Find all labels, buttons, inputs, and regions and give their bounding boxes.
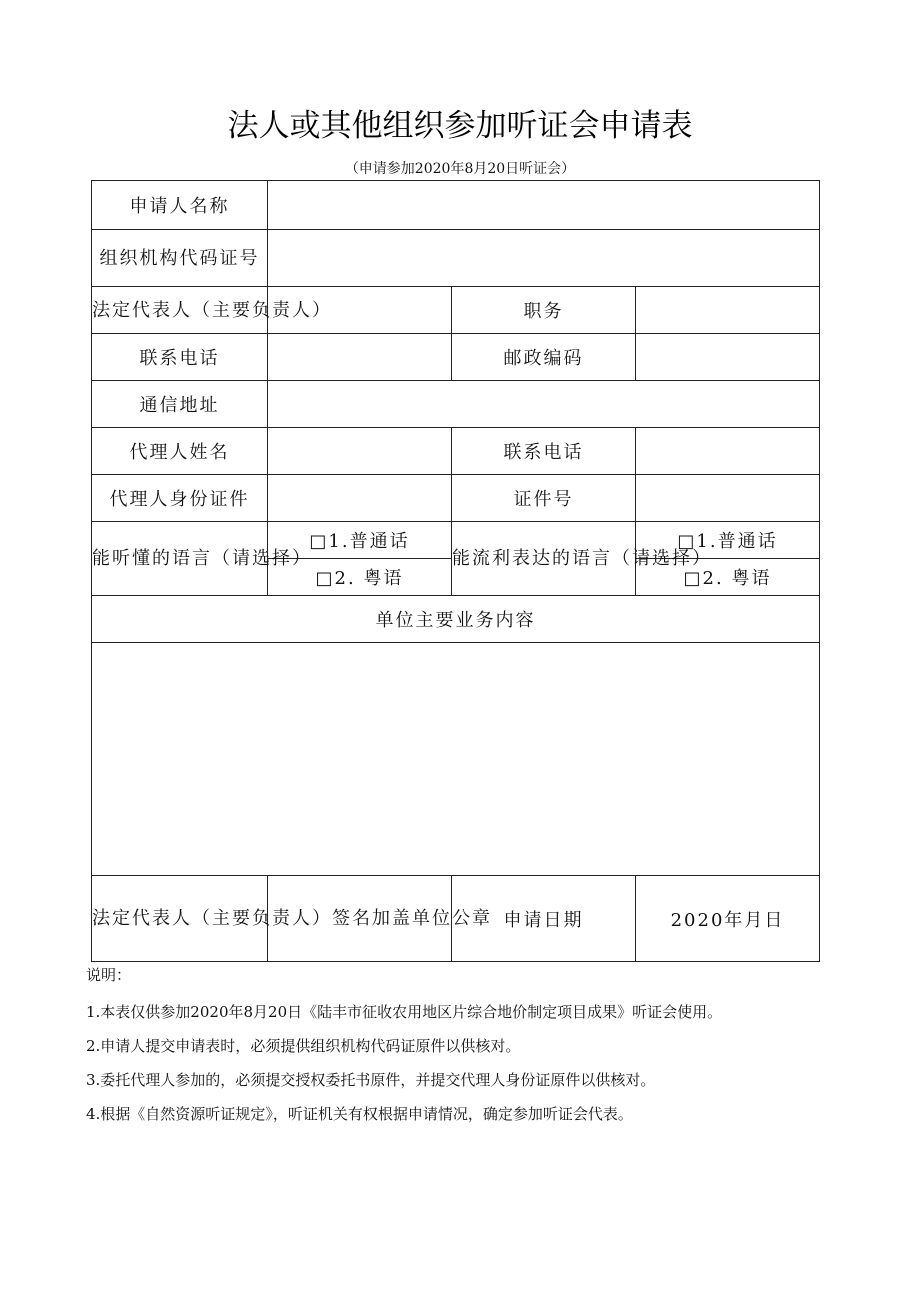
notes-section (86, 964, 722, 1137)
table-row (92, 230, 820, 287)
postcode-field[interactable] (636, 334, 820, 381)
table-row (92, 522, 820, 559)
position-label: 职务 (452, 287, 636, 334)
document-title: 法人或其他组织参加听证会申请表 (227, 108, 693, 144)
postcode-label: 邮政编码 (452, 334, 636, 381)
understand-option-cantonese[interactable]: □2. 粤语 (268, 559, 452, 596)
date-label: 申请日期 (452, 876, 636, 962)
id-number-field[interactable] (636, 475, 820, 522)
address-field[interactable] (268, 381, 820, 428)
legal-rep-label: 法定代表人（主要负责人） (92, 287, 268, 334)
table-row (92, 381, 820, 428)
understand-language-label: 能听懂的语言（请选择） (92, 522, 268, 596)
business-content-field[interactable] (92, 643, 820, 876)
understand-option-mandarin[interactable]: □1.普通话 (268, 522, 452, 559)
id-number-label: 证件号 (452, 475, 636, 522)
position-field[interactable] (636, 287, 820, 334)
note-item: 1.本表仅供参加2020年8月20日《陆丰市征收农用地区片综合地价制定项目成果》听证会使用。 (86, 1003, 723, 1021)
table-row (92, 475, 820, 522)
address-label: 通信地址 (92, 381, 268, 428)
signature-label: 法定代表人（主要负责人）签名加盖单位公章 (92, 876, 268, 962)
table-row (92, 428, 820, 475)
document-subtitle: （申请参加2020年8月20日听证会） (344, 161, 576, 177)
note-item: 3.委托代理人参加的，必须提交授权委托书原件，并提交代理人身份证原件以供核对。 (86, 1071, 656, 1089)
note-item: 2.申请人提交申请表时，必须提供组织机构代码证原件以供核对。 (86, 1037, 521, 1055)
agent-phone-field[interactable] (636, 428, 820, 475)
applicant-name-field[interactable] (268, 181, 820, 230)
table-row (92, 287, 820, 334)
speak-language-label: 能流利表达的语言（请选择） (452, 522, 636, 596)
phone-field[interactable] (268, 334, 452, 381)
table-row (92, 596, 820, 643)
agent-name-field[interactable] (268, 428, 452, 475)
business-content-label: 单位主要业务内容 (92, 596, 820, 643)
application-form-table (91, 180, 820, 962)
speak-option-mandarin[interactable]: □1.普通话 (636, 522, 820, 559)
phone-label: 联系电话 (92, 334, 268, 381)
speak-option-cantonese[interactable]: □2. 粤语 (636, 559, 820, 596)
org-code-field[interactable] (268, 230, 820, 287)
applicant-name-label: 申请人名称 (92, 181, 268, 230)
agent-name-label: 代理人姓名 (92, 428, 268, 475)
table-row (92, 181, 820, 230)
agent-id-label: 代理人身份证件 (92, 475, 268, 522)
date-field[interactable]: 2020年月日 (636, 876, 820, 962)
table-row (92, 876, 820, 962)
table-row (92, 643, 820, 876)
notes-heading: 说明： (86, 966, 132, 984)
note-item: 4.根据《自然资源听证规定》，听证机关有权根据申请情况，确定参加听证会代表。 (86, 1105, 633, 1123)
agent-id-field[interactable] (268, 475, 452, 522)
org-code-label: 组织机构代码证号 (92, 230, 268, 287)
agent-phone-label: 联系电话 (452, 428, 636, 475)
table-row (92, 334, 820, 381)
